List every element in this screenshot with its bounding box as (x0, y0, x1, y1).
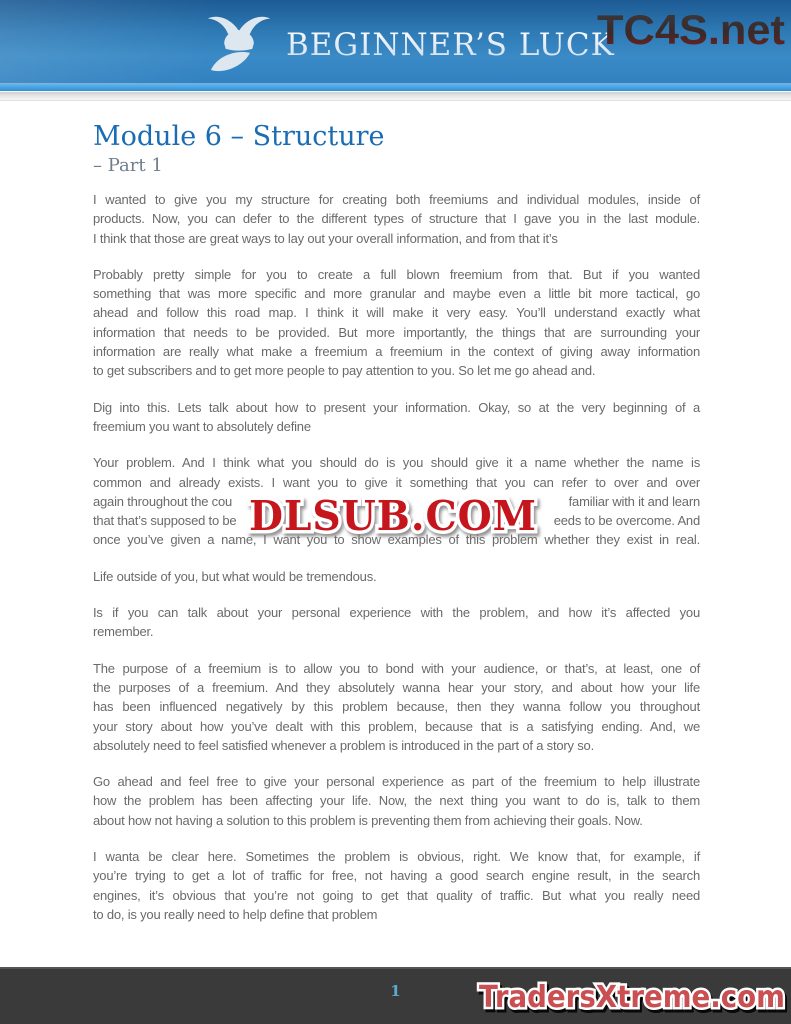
text-line: how the problem has been affecting your life. Now, the next thing you want to do is, talk to them (93, 793, 700, 809)
paragraph (93, 567, 700, 586)
text-line: I wanted to give you my structure for creating both freemiums and individual modules, inside of (93, 192, 700, 207)
text-line: to do, is you really need to help define that problem (93, 906, 378, 922)
text-line: once you’ve given a name, I want you to show examples of this problem whether they exist in real. (93, 532, 700, 548)
center-watermark-text: DLSUB.COM (249, 492, 537, 540)
text-line: The purpose of a freemium is to allow you to bond with your audience, or that’s, at least, one of (93, 660, 700, 676)
paragraphs (93, 190, 700, 924)
corner-watermark (594, 4, 789, 56)
text-line: about how not having a solution to this problem is preventing them from achieving their goals. Now. (93, 812, 643, 828)
text-line: freemium you want to absolutely define (93, 418, 311, 434)
text-fragment-left: that that’s supposed to be (93, 513, 237, 529)
header-banner (0, 0, 791, 91)
text-line: you’re trying to get a lot of traffic for free, not having a good search engine result, in the search (93, 868, 700, 884)
text-line: information are really what make a freemium a freemium in the context of giving away information (93, 344, 700, 360)
text-line: Life outside of you, but what would be tremendous. (93, 568, 377, 584)
text-fragment-right: eeds to be overcome. And (553, 513, 700, 529)
text-line: Dig into this. Lets talk about how to present your information. Okay, so at the very beginning of a (93, 399, 700, 415)
site-watermark-text: TradersXtreme.com (479, 980, 785, 1015)
brand-title: BEGINNER’S LUCK (286, 10, 615, 80)
text-fragment-right: familiar with it and learn (568, 493, 700, 509)
text-line: information that needs to be provided. But more importantly, the things that are surrounding your (93, 324, 700, 340)
text-line: your story about how you’ve dealt with this problem, because that is a satisfying ending. And, we (93, 718, 700, 734)
text-line: Probably pretty simple for you to create a full blown freemium from that. But if you wanted (93, 266, 700, 282)
text-line: ahead and follow this road map. I think it will make it very easy. You’ll understand exactly what (93, 305, 700, 321)
paragraph (93, 847, 700, 924)
text-line: the purposes of a freemium. And they absolutely wanna hear your story, and about how your life (93, 679, 700, 695)
corner-watermark-text: TC4S.net (597, 6, 786, 53)
viking-helmet-icon (200, 12, 278, 78)
paragraph (93, 772, 700, 830)
paragraph (93, 659, 700, 755)
text-line: I wanta be clear here. Sometimes the problem is obvious, right. We know that, for example, if (93, 849, 700, 865)
text-line: Go ahead and feel free to give your personal experience as part of the freemium to help illustrate (93, 774, 700, 790)
text-line: remember. (93, 624, 154, 640)
header-divider-strip (0, 91, 791, 101)
brand-logo (200, 10, 615, 80)
page-title: Module 6 – Structure (93, 121, 385, 152)
text-line: absolutely need to feel satisfied whenever a problem is introduced in the part of a story so. (93, 737, 594, 753)
text-fragment-left: again throughout the cou (93, 493, 233, 509)
text-line: Your problem. And I think what you should do is you should give it a name whether the name is (93, 455, 700, 471)
page-subtitle: – Part 1 (93, 155, 163, 176)
text-line: to get subscribers and to get more people to pay attention to you. So let me go ahead and. (93, 363, 596, 379)
site-watermark (473, 975, 791, 1019)
footer-bar (0, 967, 791, 1024)
text-line: Is if you can talk about your personal experience with the problem, and how it’s affected you (93, 605, 700, 621)
text-line: something that was more specific and more granular and maybe even a little bit more tactical, go (93, 286, 700, 302)
center-watermark (243, 485, 543, 547)
paragraph (93, 265, 700, 381)
paragraph (93, 190, 700, 248)
page-number: 1 (390, 982, 401, 1000)
text-line: common and already exists. I want you to give it something that you can refer to over and over (93, 474, 700, 490)
text-line: I think that those are great ways to lay out your overall information, and from that it’s (93, 230, 558, 246)
paragraph (93, 398, 700, 437)
paragraph (93, 603, 700, 642)
text-line: engines, it’s obvious that you’re not going to get that quality of traffic. But what you really need (93, 887, 700, 903)
text-line: products. Now, you can defer to the different types of structure that I gave you in the last module. (93, 211, 700, 227)
text-line: has been influenced negatively by this problem because, then they wanna follow you throughout (93, 699, 700, 715)
